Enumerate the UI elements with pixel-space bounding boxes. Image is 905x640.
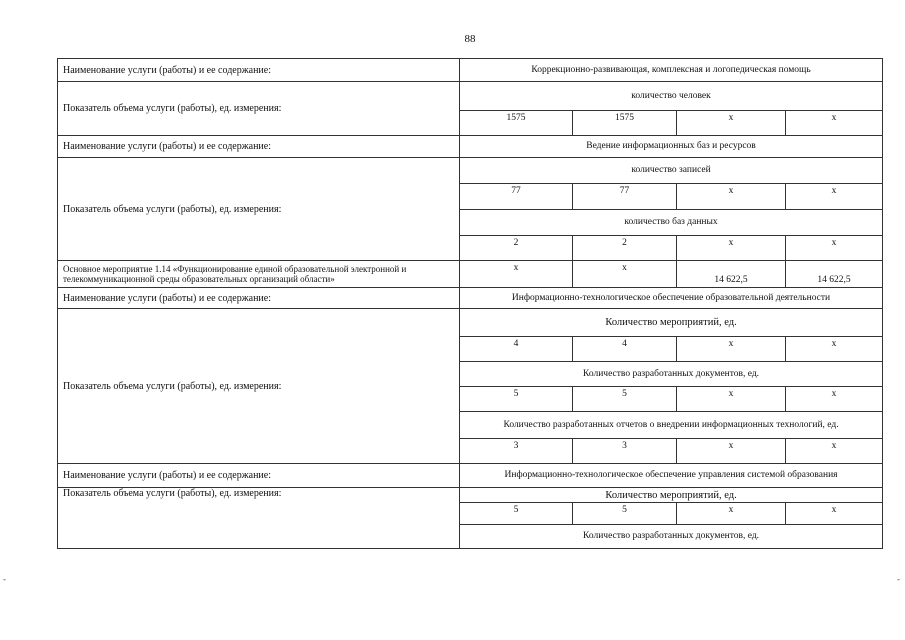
- table-row: [58, 59, 883, 82]
- unit-label: Количество мероприятий, ед.: [460, 309, 883, 337]
- value-cell: х: [786, 439, 883, 464]
- value-cell: 5: [573, 503, 677, 525]
- value-cell: х: [786, 236, 883, 261]
- value-cell: 1575: [460, 111, 573, 136]
- service-name-label: Наименование услуги (работы) и ее содержание:: [58, 288, 460, 309]
- value-cell: х: [677, 439, 786, 464]
- value-cell: 4: [573, 337, 677, 362]
- value-cell: 5: [460, 387, 573, 412]
- table-row: [58, 82, 883, 111]
- value-cell: х: [786, 337, 883, 362]
- table-row: [58, 136, 883, 158]
- unit-label: количество человек: [460, 82, 883, 111]
- value-cell: х: [786, 503, 883, 525]
- table-row: [58, 464, 883, 488]
- table-row: [58, 261, 883, 288]
- unit-label: Количество разработанных документов, ед.: [460, 525, 883, 549]
- value-cell: 4: [460, 337, 573, 362]
- value-cell: 5: [573, 387, 677, 412]
- value-cell: 2: [573, 236, 677, 261]
- unit-label: Количество разработанных документов, ед.: [460, 362, 883, 387]
- service-name-label: Наименование услуги (работы) и ее содержание:: [58, 136, 460, 158]
- service-name-value: Информационно-технологическое обеспечение управления системой образования: [460, 464, 883, 488]
- value-cell: 2: [460, 236, 573, 261]
- unit-label: количество баз данных: [460, 210, 883, 236]
- unit-label: количество записей: [460, 158, 883, 184]
- table-row: [58, 288, 883, 309]
- table-row: [58, 158, 883, 184]
- value-cell: х: [677, 387, 786, 412]
- service-name-label: Наименование услуги (работы) и ее содержание:: [58, 59, 460, 82]
- indicator-label: Показатель объема услуги (работы), ед. измерения:: [58, 309, 460, 464]
- value-cell: 5: [460, 503, 573, 525]
- value-cell: х: [786, 184, 883, 210]
- measure-label: Основное мероприятие 1.14 «Функционирование единой образовательной электронной и телекоммуникационной среды образовательных организаций области»: [58, 261, 460, 288]
- value-cell: х: [677, 503, 786, 525]
- value-cell: х: [677, 337, 786, 362]
- value-cell: х: [786, 387, 883, 412]
- value-cell: х: [460, 261, 573, 288]
- value-cell: 14 622,5: [786, 261, 883, 288]
- service-name-label: Наименование услуги (работы) и ее содержание:: [58, 464, 460, 488]
- value-cell: х: [677, 111, 786, 136]
- value-cell: 3: [573, 439, 677, 464]
- value-cell: 1575: [573, 111, 677, 136]
- value-cell: 77: [573, 184, 677, 210]
- value-cell: 77: [460, 184, 573, 210]
- value-cell: 3: [460, 439, 573, 464]
- indicator-label: Показатель объема услуги (работы), ед. измерения:: [58, 488, 460, 549]
- indicator-label: Показатель объема услуги (работы), ед. измерения:: [58, 82, 460, 136]
- value-cell: 14 622,5: [677, 261, 786, 288]
- indicator-label: Показатель объема услуги (работы), ед. измерения:: [58, 158, 460, 261]
- edge-mark-left: -: [3, 574, 6, 584]
- table-row: [58, 309, 883, 337]
- value-cell: х: [677, 184, 786, 210]
- edge-mark-right: -: [897, 574, 900, 584]
- table-row: [58, 488, 883, 503]
- value-cell: х: [573, 261, 677, 288]
- unit-label: Количество мероприятий, ед.: [460, 488, 883, 503]
- service-name-value: Ведение информационных баз и ресурсов: [460, 136, 883, 158]
- page-number: 88: [464, 33, 476, 45]
- service-name-value: Информационно-технологическое обеспечение образовательной деятельности: [460, 288, 883, 309]
- services-table: [57, 58, 883, 549]
- unit-label: Количество разработанных отчетов о внедрении информационных технологий, ед.: [460, 412, 883, 439]
- value-cell: х: [786, 111, 883, 136]
- service-name-value: Коррекционно-развивающая, комплексная и логопедическая помощь: [460, 59, 883, 82]
- value-cell: х: [677, 236, 786, 261]
